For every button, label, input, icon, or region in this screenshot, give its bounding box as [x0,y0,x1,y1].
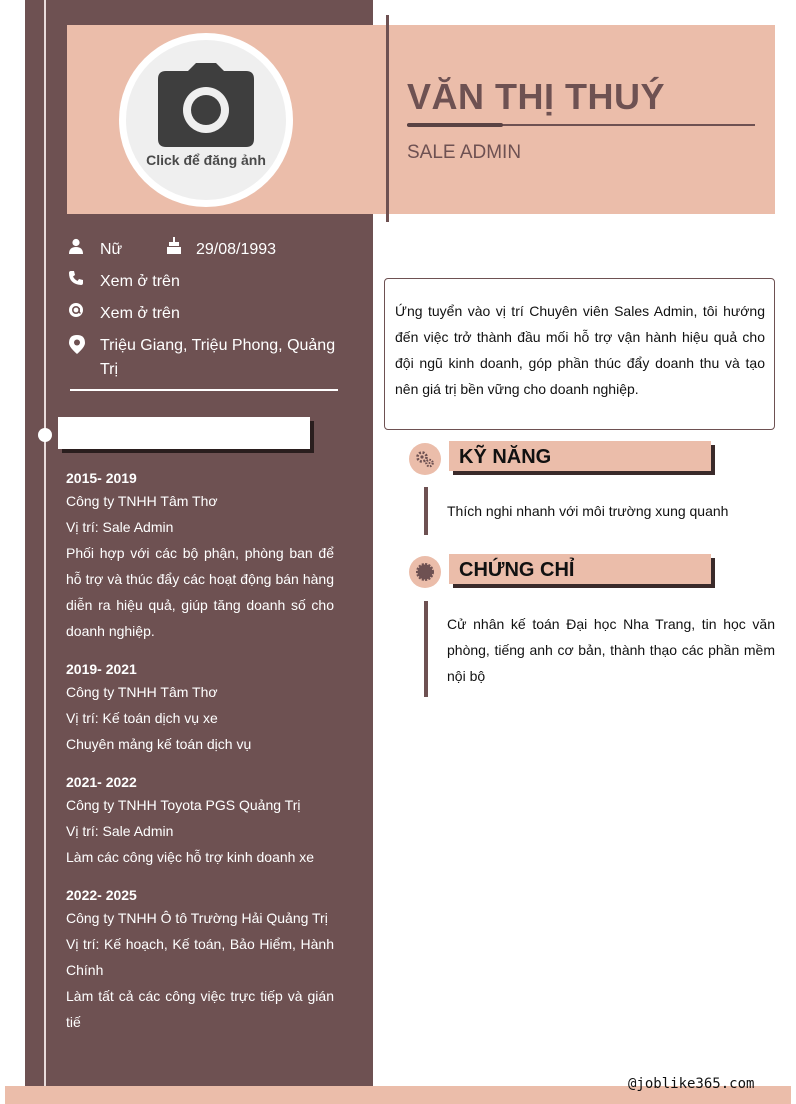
experience-item [66,468,334,644]
certificates-title: CHỨNG CHỈ [459,559,575,581]
experience-description: Chuyên mảng kế toán dịch vụ [66,736,252,752]
camera-icon [156,61,256,147]
name-underline-accent [407,123,503,127]
user-icon [67,238,85,258]
experience-company: Công ty TNHH Ô tô Trường Hải Quảng Trị [66,910,328,926]
experience-period: 2019- 2021 [66,661,137,677]
experience-company: Công ty TNHH Tâm Thơ [66,684,218,700]
timeline-line [44,0,46,1104]
skills-bar [424,487,428,535]
experience-item [66,772,334,870]
objective-box [384,278,775,430]
badge-icon [409,556,441,588]
contact-divider [70,389,338,391]
gears-icon [409,443,441,475]
skills-content: Thích nghi nhanh với môi trường xung quanh [447,503,729,519]
header-divider [386,15,389,222]
candidate-name: VĂN THỊ THUÝ [407,76,665,117]
certificates-bar [424,601,428,697]
experience-position: Vị trí: Sale Admin [66,823,174,839]
avatar-upload[interactable] [126,40,286,200]
experience-company: Công ty TNHH Tâm Thơ [66,493,218,509]
experience-position: Vị trí: Kế toán dịch vụ xe [66,710,218,726]
email-value: Xem ở trên [100,305,180,322]
skills-title: KỸ NĂNG [459,446,552,468]
experience-period: 2022- 2025 [66,887,137,903]
phone-value: Xem ở trên [100,273,180,290]
experience-period: 2021- 2022 [66,774,137,790]
avatar-caption: Click để đăng ảnh [146,152,266,168]
timeline-dot [38,428,52,442]
objective-text: Ứng tuyển vào vị trí Chuyên viên Sales Admin, tôi hướng đến việc trở thành đầu mối hỗ trợ vận hành hiệu quả cho đội ngũ kinh doanh, góp phần thúc đẩy doanh thu và tạo nên giá trị bền vững cho doanh nghiệp. [395,303,765,397]
job-title: SALE ADMIN [407,142,522,163]
address-value: Triệu Giang, Triệu Phong, Quảng Trị [100,337,336,378]
certificates-content: Cử nhân kế toán Đại học Nha Trang, tin học văn phòng, tiếng anh cơ bản, thành thạo các phần mềm nội bộ [447,616,775,684]
experience-description: Làm tất cả các công việc trực tiếp và gián tiế [66,988,334,1030]
gender-value: Nữ [100,241,123,258]
experience-item [66,885,334,1035]
experience-item [66,659,334,757]
experience-company: Công ty TNHH Toyota PGS Quảng Trị [66,797,301,813]
experience-description: Phối hợp với các bộ phận, phòng ban để hỗ trợ và thúc đẩy các hoạt động bán hàng diễn ra hiệu quả, giúp tăng doanh số cho doanh nghiệp. [66,545,334,639]
experience-description: Làm các công việc hỗ trợ kinh doanh xe [66,849,315,865]
birthday-value: 29/08/1993 [196,241,277,258]
experience-position: Vị trí: Sale Admin [66,519,174,535]
phone-icon [67,270,85,290]
experience-title-box [58,417,310,449]
experience-position: Vị trí: Kế hoạch, Kế toán, Bảo Hiểm, Hành Chính [66,936,334,978]
location-pin-icon [68,335,86,358]
cake-icon [165,237,183,258]
experience-period: 2015- 2019 [66,470,137,486]
watermark: @joblike365.com [628,1076,755,1092]
at-icon [67,302,85,322]
